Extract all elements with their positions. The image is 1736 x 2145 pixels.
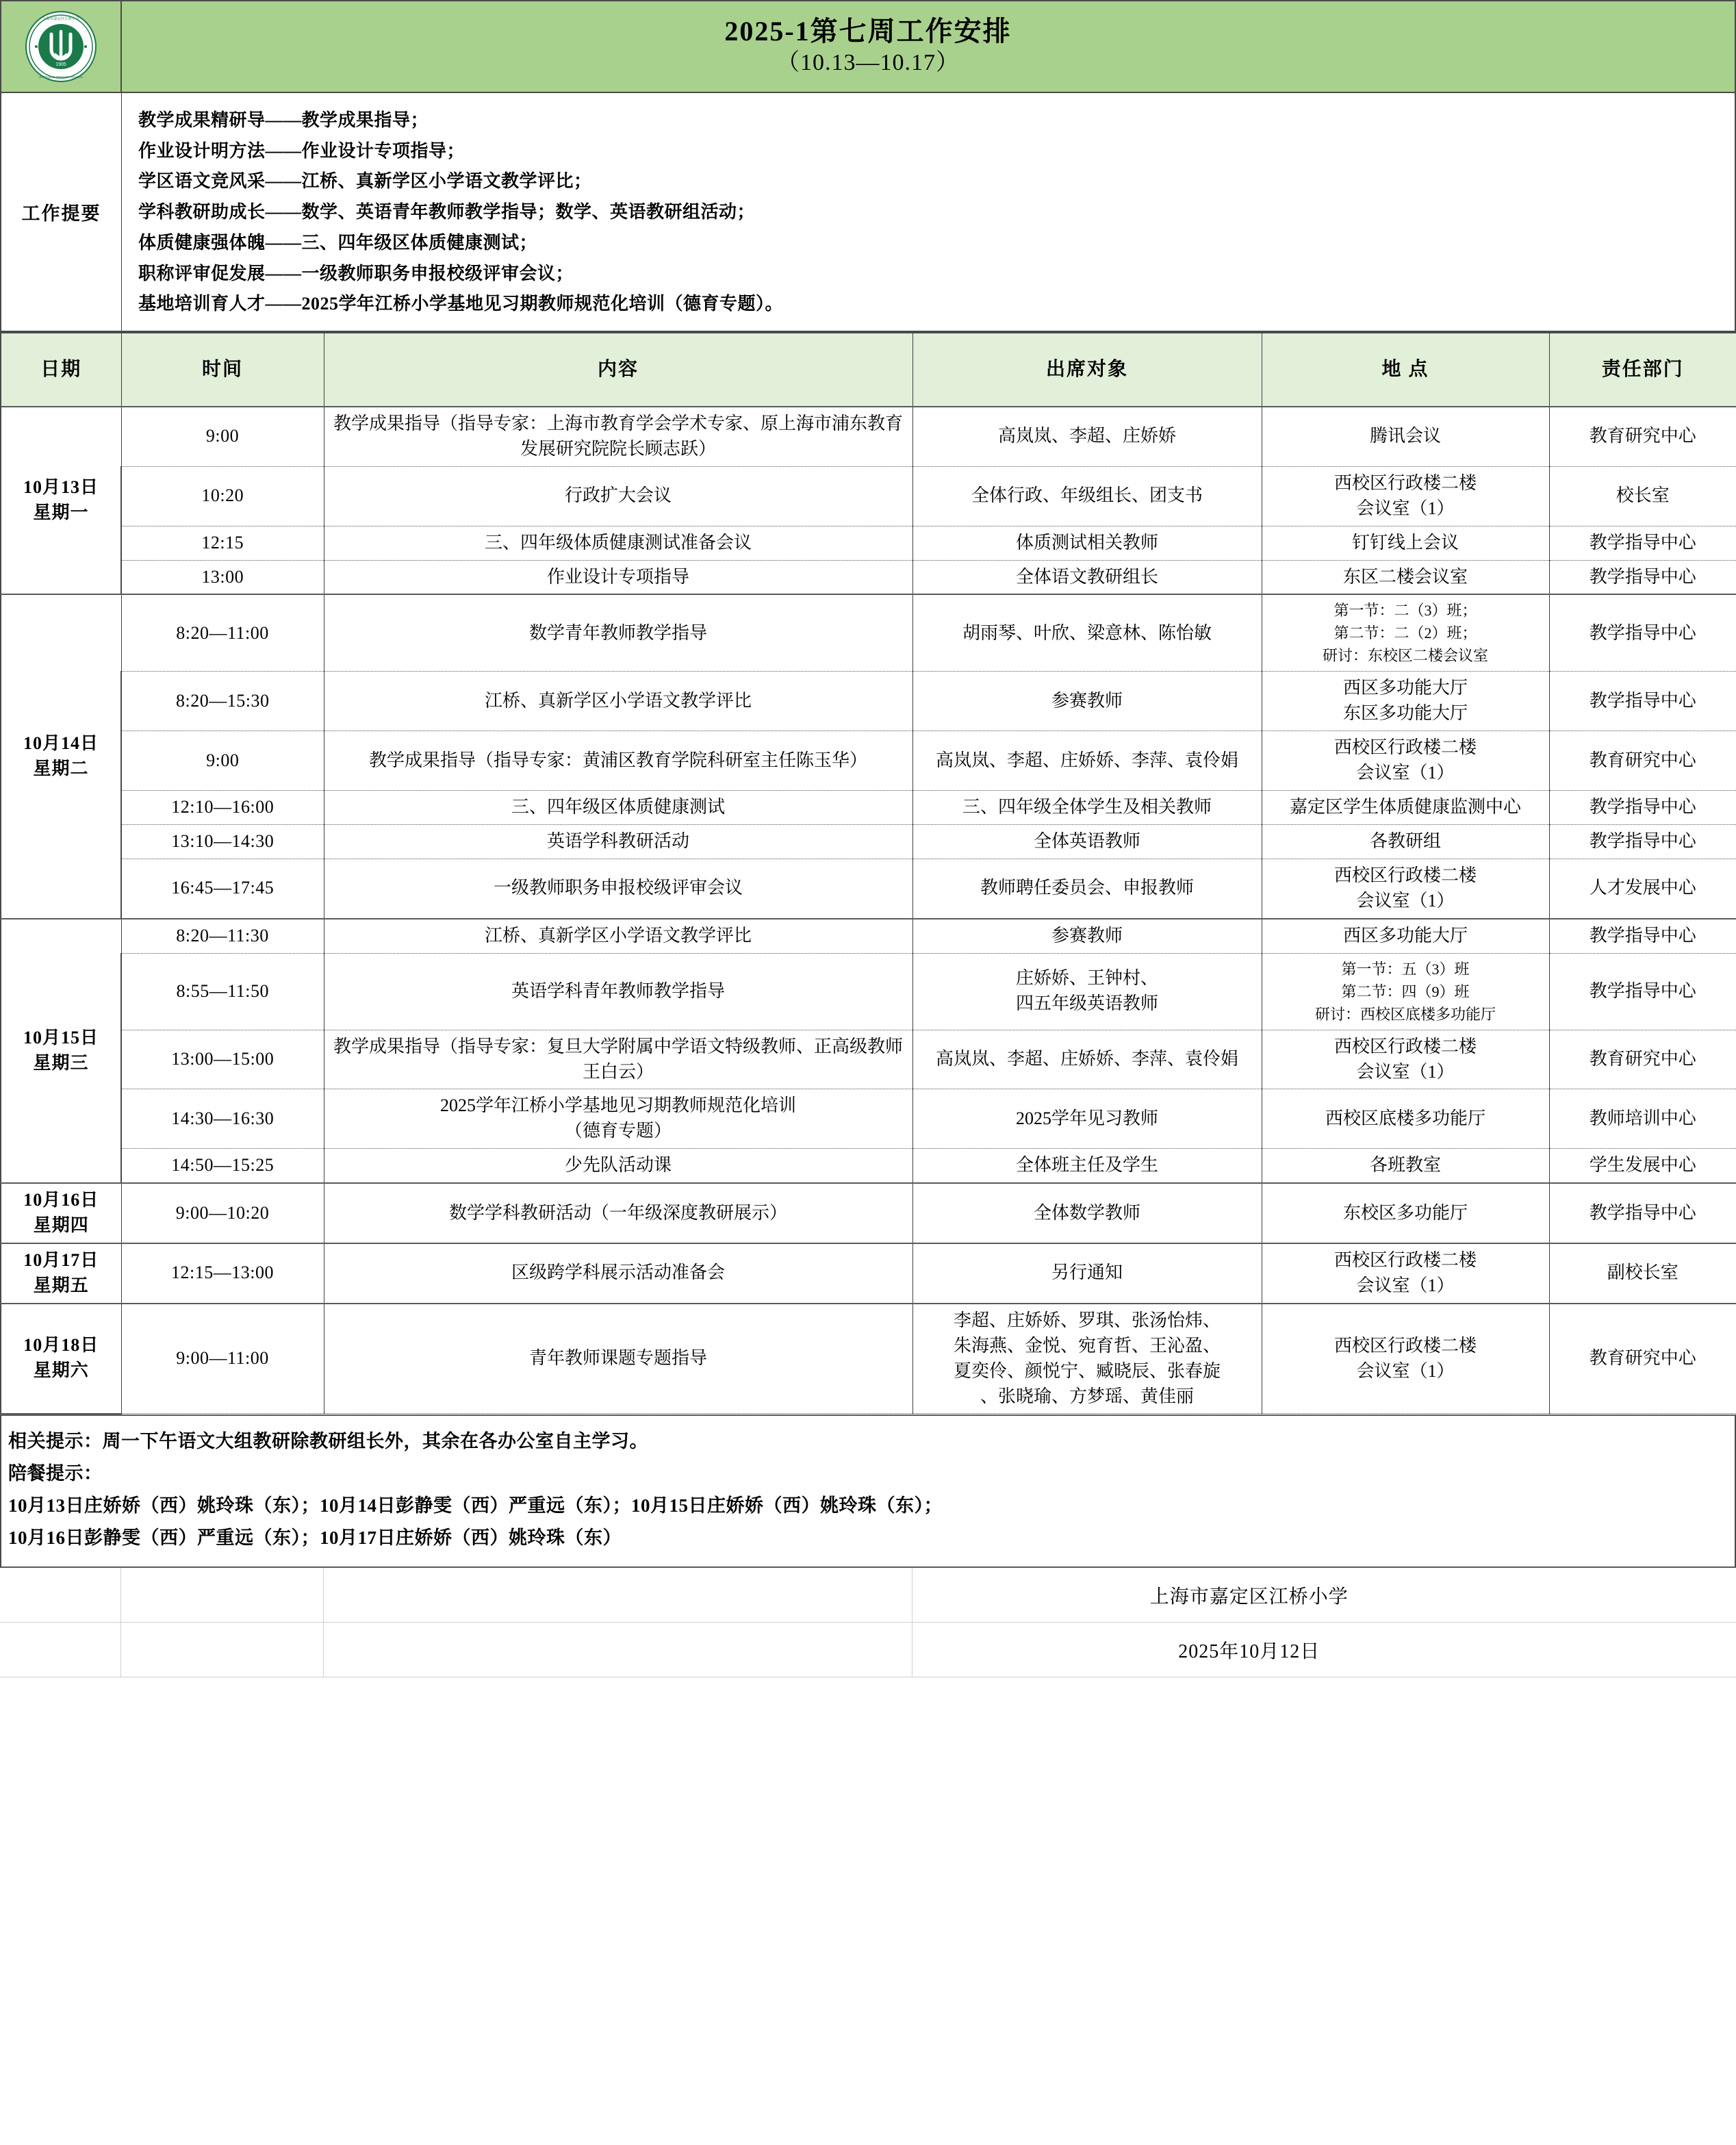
cell-line: 10月18日 <box>23 1335 99 1356</box>
cell-attendees: 体质测试相关教师 <box>912 526 1262 560</box>
cell-department: 教学指导中心 <box>1549 672 1736 731</box>
column-header-department: 责任部门 <box>1549 333 1736 407</box>
summary-line: 职称评审促发展——一级教师职务申报校级评审会议； <box>138 263 574 283</box>
cell-time: 12:15 <box>121 526 324 560</box>
table-row <box>1 791 1736 825</box>
summary-line: 基地培训育人才——2025学年江桥小学基地见习期教师规范化培训（德育专题）。 <box>138 294 784 314</box>
cell-department: 人才发展中心 <box>1549 859 1736 918</box>
cell-time: 13:00—15:00 <box>121 1030 324 1089</box>
column-header-time: 时间 <box>121 333 324 407</box>
cell-attendees: 参赛教师 <box>912 672 1262 731</box>
cell-line: 西区多功能大厅 <box>1342 925 1468 945</box>
table-row <box>1 466 1736 526</box>
cell-attendees <box>912 1304 1262 1414</box>
cell-location <box>1262 825 1549 859</box>
cell-time: 14:50—15:25 <box>121 1149 324 1183</box>
signature-spacer <box>0 1623 120 1677</box>
cell-content: 作业设计专项指导 <box>324 560 912 594</box>
cell-attendees: 三、四年级全体学生及相关教师 <box>912 791 1262 825</box>
signature-spacer <box>0 1568 120 1623</box>
table-header-row <box>1 333 1736 407</box>
cell-department: 教学指导中心 <box>1549 953 1736 1030</box>
signature-row-org <box>0 1568 1736 1623</box>
note-line: 陪餐提示： <box>8 1462 103 1484</box>
cell-date <box>1 1243 121 1304</box>
cell-date <box>1 594 121 918</box>
table-row <box>1 407 1736 466</box>
cell-attendees: 高岚岚、李超、庄娇娇、李萍、袁伶娟 <box>912 1030 1262 1089</box>
cell-location <box>1262 1243 1549 1304</box>
signature-spacer <box>120 1568 323 1623</box>
cell-line: 会议室（1） <box>1356 890 1455 911</box>
column-header-date: 日期 <box>1 333 121 407</box>
cell-department: 教育研究中心 <box>1549 731 1736 791</box>
table-row <box>1 1089 1736 1149</box>
cell-attendees: 全体数学教师 <box>912 1183 1262 1243</box>
summary-line: 学科教研助成长——数学、英语青年教师教学指导；数学、英语教研组活动； <box>138 202 756 223</box>
cell-department: 校长室 <box>1549 466 1736 526</box>
cell-line: 钉钉线上会议 <box>1351 532 1459 553</box>
table-row <box>1 859 1736 918</box>
cell-content: 教学成果指导（指导专家：复旦大学附属中学语文特级教师、正高级教师王白云） <box>324 1030 912 1089</box>
cell-content: 数学学科教研活动（一年级深度教研展示） <box>324 1183 912 1243</box>
page-subtitle: （10.13—10.17） <box>776 50 960 76</box>
table-row <box>1 526 1736 560</box>
cell-line: 各教研组 <box>1369 831 1441 851</box>
note-line: 10月16日彭静雯（西）严重远（东）；10月17日庄娇娇（西）姚玲珠（东） <box>8 1527 622 1548</box>
cell-content: 青年教师课题专题指导 <box>324 1304 912 1414</box>
cell-location <box>1262 859 1549 918</box>
cell-attendees: 另行通知 <box>912 1243 1262 1304</box>
cell-line: 研讨：东校区二楼会议室 <box>1322 647 1488 665</box>
cell-line: 会议室（1） <box>1356 1275 1455 1295</box>
cell-line: 第一节：五（3）班 <box>1341 960 1470 978</box>
cell-attendees: 2025学年见习教师 <box>912 1089 1262 1149</box>
table-row <box>1 1030 1736 1089</box>
note-line: 相关提示：周一下午语文大组教研除教研组长外，其余在各办公室自主学习。 <box>8 1430 648 1451</box>
summary-line: 学区语文竞风采——江桥、真新学区小学语文教学评比； <box>138 171 592 192</box>
cell-department: 教学指导中心 <box>1549 526 1736 560</box>
cell-line: 各班教室 <box>1369 1155 1441 1176</box>
cell-line: 10月15日 <box>23 1028 99 1048</box>
cell-time: 9:00—10:20 <box>121 1183 324 1243</box>
cell-content <box>324 1089 912 1149</box>
cell-content: 教学成果指导（指导专家：黄浦区教育学院科研室主任陈玉华） <box>324 731 912 791</box>
school-logo-cell <box>1 1 122 92</box>
cell-department: 教学指导中心 <box>1549 825 1736 859</box>
table-row <box>1 825 1736 859</box>
signature-block <box>0 1568 1736 1678</box>
summary-line: 体质健康强体魄——三、四年级区体质健康测试； <box>138 232 538 253</box>
signature-row-date <box>0 1623 1736 1677</box>
work-summary-section <box>0 93 1736 332</box>
cell-time: 9:00 <box>121 407 324 466</box>
cell-location <box>1262 1030 1549 1089</box>
cell-line: 西校区行政楼二楼 <box>1333 737 1477 758</box>
cell-content: 区级跨学科展示活动准备会 <box>324 1243 912 1304</box>
cell-line: 会议室（1） <box>1356 1061 1455 1082</box>
cell-department: 教师培训中心 <box>1549 1089 1736 1149</box>
cell-attendees: 全体英语教师 <box>912 825 1262 859</box>
footer-notes-section <box>0 1414 1736 1568</box>
table-row <box>1 594 1736 672</box>
work-summary-label: 工作提要 <box>1 93 122 331</box>
header-title-block <box>122 1 1735 92</box>
cell-line: 第一节：二（3）班； <box>1333 602 1477 620</box>
cell-line: 东校区多功能厅 <box>1342 1202 1468 1223</box>
summary-line: 作业设计明方法——作业设计专项指导； <box>138 140 465 161</box>
cell-line: 星期二 <box>33 759 89 779</box>
column-header-attendees: 出席对象 <box>912 333 1262 407</box>
cell-content: 一级教师职务申报校级评审会议 <box>324 859 912 918</box>
cell-line: （德育专题） <box>564 1121 672 1141</box>
cell-attendees: 参赛教师 <box>912 919 1262 953</box>
summary-line: 教学成果精研导——教学成果指导； <box>138 110 429 130</box>
cell-date <box>1 407 121 594</box>
cell-date <box>1 919 121 1183</box>
cell-location <box>1262 953 1549 1030</box>
cell-line: 西区多功能大厅 <box>1342 678 1468 698</box>
cell-department: 教学指导中心 <box>1549 791 1736 825</box>
cell-line: 星期五 <box>33 1275 89 1295</box>
cell-time: 13:10—14:30 <box>121 825 324 859</box>
cell-content: 江桥、真新学区小学语文教学评比 <box>324 672 912 731</box>
cell-attendees: 教师聘任委员会、申报教师 <box>912 859 1262 918</box>
signature-organization: 上海市嘉定区江桥小学 <box>912 1568 1736 1623</box>
cell-location <box>1262 731 1549 791</box>
cell-location <box>1262 1304 1549 1414</box>
cell-location <box>1262 594 1549 672</box>
svg-text:1905: 1905 <box>55 62 66 67</box>
cell-content: 教学成果指导（指导专家：上海市教育学会学术专家、原上海市浦东教育发展研究院院长顾志跃） <box>324 407 912 466</box>
cell-time: 8:20—11:00 <box>121 594 324 672</box>
cell-location <box>1262 1149 1549 1183</box>
cell-line: 庄娇娇、王钟村、 <box>1015 968 1158 989</box>
cell-line: 10月17日 <box>23 1249 99 1270</box>
table-row <box>1 1304 1736 1414</box>
cell-location <box>1262 791 1549 825</box>
signature-spacer <box>323 1568 912 1623</box>
cell-line: 东区二楼会议室 <box>1342 566 1468 587</box>
cell-line: 第二节：四（9）班 <box>1341 982 1470 1000</box>
column-header-content: 内容 <box>324 333 912 407</box>
cell-location <box>1262 407 1549 466</box>
cell-line: 朱海燕、金悦、宛育哲、王沁盈、 <box>953 1335 1221 1356</box>
cell-department: 教育研究中心 <box>1549 1030 1736 1089</box>
cell-time: 8:55—11:50 <box>121 953 324 1030</box>
cell-line: 西校区行政楼二楼 <box>1333 1249 1477 1270</box>
cell-content: 三、四年级体质健康测试准备会议 <box>324 526 912 560</box>
cell-line: 四五年级英语教师 <box>1015 993 1158 1014</box>
signature-date: 2025年10月12日 <box>912 1623 1736 1677</box>
cell-line: 星期六 <box>33 1360 89 1381</box>
cell-date <box>1 1183 121 1243</box>
cell-location <box>1262 1089 1549 1149</box>
table-row <box>1 953 1736 1030</box>
cell-line: 2025学年江桥小学基地见习期教师规范化培训 <box>439 1095 796 1116</box>
cell-location <box>1262 466 1549 526</box>
table-row <box>1 1183 1736 1243</box>
table-row <box>1 560 1736 594</box>
cell-time: 14:30—16:30 <box>121 1089 324 1149</box>
cell-attendees: 全体行政、年级组长、团支书 <box>912 466 1262 526</box>
schedule-table <box>0 332 1736 1414</box>
cell-attendees: 高岚岚、李超、庄娇娇 <box>912 407 1262 466</box>
cell-line: 西校区行政楼二楼 <box>1333 1036 1477 1056</box>
table-row <box>1 731 1736 791</box>
cell-time: 13:00 <box>121 560 324 594</box>
cell-department: 教学指导中心 <box>1549 1183 1736 1243</box>
cell-line: 会议室（1） <box>1356 1360 1455 1381</box>
cell-time: 16:45—17:45 <box>121 859 324 918</box>
cell-location <box>1262 526 1549 560</box>
work-summary-body <box>122 93 1735 331</box>
table-row <box>1 919 1736 953</box>
cell-line: 西校区底楼多功能厅 <box>1325 1108 1485 1128</box>
cell-content: 行政扩大会议 <box>324 466 912 526</box>
cell-line: 西校区行政楼二楼 <box>1333 472 1477 493</box>
cell-content: 江桥、真新学区小学语文教学评比 <box>324 919 912 953</box>
table-row <box>1 1243 1736 1304</box>
cell-attendees: 全体班主任及学生 <box>912 1149 1262 1183</box>
cell-department: 副校长室 <box>1549 1243 1736 1304</box>
cell-department: 教学指导中心 <box>1549 594 1736 672</box>
cell-line: 星期三 <box>33 1052 89 1073</box>
cell-content: 数学青年教师教学指导 <box>324 594 912 672</box>
column-header-location: 地 点 <box>1262 333 1549 407</box>
cell-line: 10月16日 <box>23 1190 99 1210</box>
cell-line: 星期一 <box>33 503 89 523</box>
note-line: 10月13日庄娇娇（西）姚玲珠（东）；10月14日彭静雯（西）严重远（东）；10月15日庄娇娇（西）姚玲珠（东）； <box>8 1495 943 1516</box>
cell-line: 东区多功能大厅 <box>1342 703 1468 724</box>
cell-line: 研讨：西校区底楼多功能厅 <box>1314 1005 1496 1023</box>
cell-department: 教育研究中心 <box>1549 407 1736 466</box>
cell-time: 9:00 <box>121 731 324 791</box>
cell-department: 教育研究中心 <box>1549 1304 1736 1414</box>
cell-department: 教学指导中心 <box>1549 919 1736 953</box>
page-header <box>0 0 1736 93</box>
cell-time: 8:20—11:30 <box>121 919 324 953</box>
table-row <box>1 672 1736 731</box>
cell-line: 嘉定区学生体质健康监测中心 <box>1289 797 1521 817</box>
cell-line: 西校区行政楼二楼 <box>1333 865 1477 885</box>
cell-content: 英语学科青年教师教学指导 <box>324 953 912 1030</box>
cell-line: 会议室（1） <box>1356 763 1455 783</box>
cell-location <box>1262 919 1549 953</box>
cell-attendees: 高岚岚、李超、庄娇娇、李萍、袁伶娟 <box>912 731 1262 791</box>
cell-content: 三、四年级区体质健康测试 <box>324 791 912 825</box>
cell-time: 10:20 <box>121 466 324 526</box>
signature-spacer <box>323 1623 912 1677</box>
cell-line: 第二节：二（2）班； <box>1333 624 1477 642</box>
cell-content: 少先队活动课 <box>324 1149 912 1183</box>
cell-time: 8:20—15:30 <box>121 672 324 731</box>
cell-content: 英语学科教研活动 <box>324 825 912 859</box>
cell-attendees <box>912 953 1262 1030</box>
cell-location <box>1262 672 1549 731</box>
cell-line: 星期四 <box>33 1215 89 1236</box>
page-title: 2025-1第七周工作安排 <box>724 16 1012 47</box>
schedule-table-body <box>1 407 1736 1414</box>
cell-date <box>1 1304 121 1414</box>
signature-spacer <box>120 1623 323 1677</box>
cell-time: 12:15—13:00 <box>121 1243 324 1304</box>
cell-line: 李超、庄娇娇、罗琪、张汤怡炜、 <box>953 1310 1221 1330</box>
cell-time: 12:10—16:00 <box>121 791 324 825</box>
cell-line: 10月14日 <box>23 733 99 754</box>
cell-location <box>1262 560 1549 594</box>
cell-line: 夏奕伶、颜悦宁、臧晓辰、张春旋 <box>953 1360 1221 1381</box>
cell-line: 腾讯会议 <box>1369 426 1441 446</box>
cell-department: 学生发展中心 <box>1549 1149 1736 1183</box>
cell-line: 10月13日 <box>23 477 99 498</box>
cell-line: 、张晓瑜、方梦瑶、黄佳丽 <box>980 1386 1194 1406</box>
cell-attendees: 胡雨琴、叶欣、梁意林、陈怡敏 <box>912 594 1262 672</box>
svg-text:上海市嘉定区江桥小学: 上海市嘉定区江桥小学 <box>42 17 79 21</box>
cell-line: 西校区行政楼二楼 <box>1333 1335 1477 1356</box>
cell-time: 9:00—11:00 <box>121 1304 324 1414</box>
svg-text:JIANGQIAO PRIMARY SCHOOL: JIANGQIAO PRIMARY SCHOOL <box>38 75 84 79</box>
jiangqiao-primary-school-crest-icon <box>25 11 97 82</box>
cell-department: 教学指导中心 <box>1549 560 1736 594</box>
table-row <box>1 1149 1736 1183</box>
cell-line: 会议室（1） <box>1356 498 1455 518</box>
cell-attendees: 全体语文教研组长 <box>912 560 1262 594</box>
cell-location <box>1262 1183 1549 1243</box>
